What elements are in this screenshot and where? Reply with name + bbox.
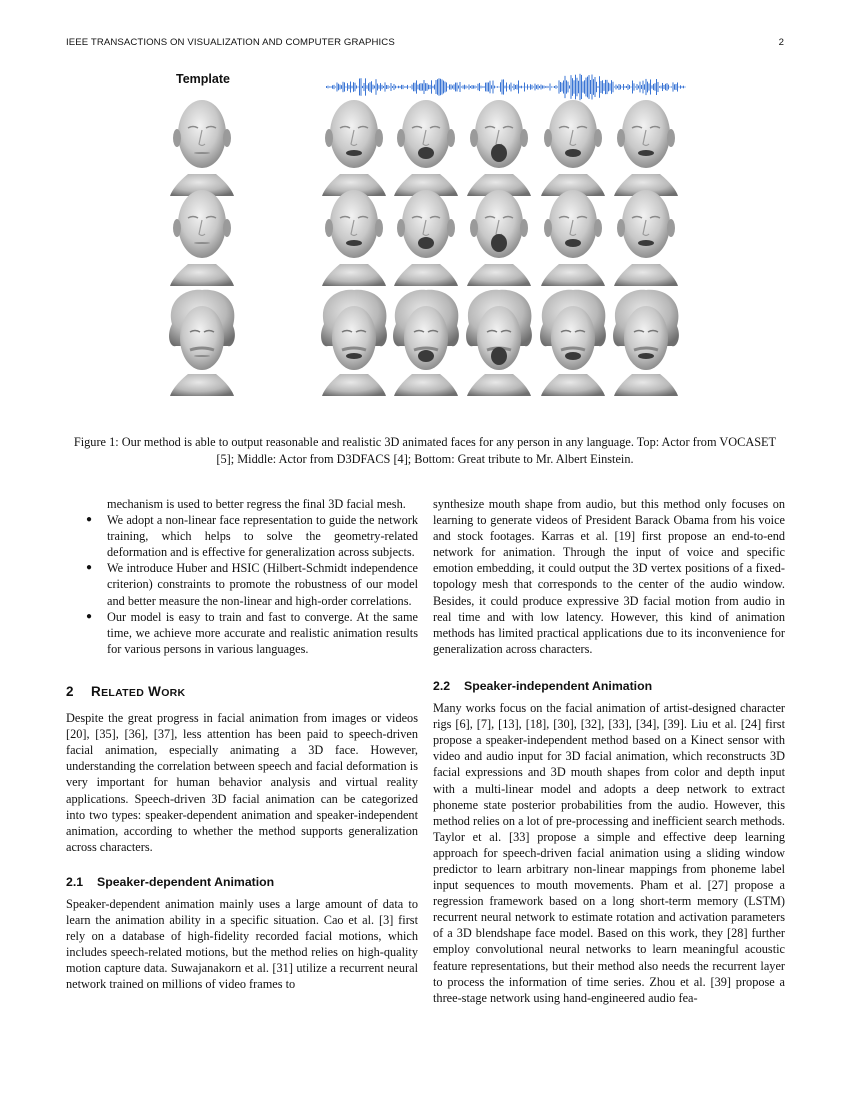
animated-face — [467, 100, 531, 196]
waveform-bar — [344, 82, 345, 91]
waveform-bar — [473, 85, 474, 88]
figure-1 — [160, 66, 700, 426]
journal-title: IEEE TRANSACTIONS ON VISUALIZATION AND COMPUTER GRAPHICS — [66, 37, 395, 48]
waveform-bar — [566, 80, 567, 93]
face-grid-image — [160, 66, 700, 426]
animated-face — [614, 190, 678, 286]
list-item: ● We introduce Huber and HSIC (Hilbert-Schmidt independence criterion) constraints to promote the robustness of our model and better measure the non-linear and high-order correlations. — [86, 561, 418, 608]
waveform-bar — [413, 83, 414, 91]
waveform-bar — [472, 85, 473, 89]
waveform-bar — [625, 86, 626, 88]
waveform-bar — [676, 84, 677, 90]
waveform-bar — [496, 87, 497, 88]
waveform-bar — [530, 84, 531, 89]
waveform-bar — [644, 84, 645, 89]
waveform-bar — [361, 78, 362, 96]
waveform-bar — [506, 83, 507, 92]
waveform-bar — [656, 79, 657, 95]
waveform-bar — [584, 80, 585, 93]
waveform-bar — [556, 85, 557, 88]
waveform-bar — [538, 84, 539, 89]
template-label: Template — [176, 72, 230, 86]
waveform-bar — [418, 85, 419, 90]
waveform-bar — [526, 86, 527, 87]
waveform-bar — [547, 86, 548, 88]
waveform-bar — [521, 86, 522, 89]
waveform-bar — [505, 86, 506, 89]
animated-face — [394, 190, 458, 286]
waveform-bar — [541, 85, 542, 90]
waveform-bar — [523, 87, 524, 88]
waveform-bar — [673, 82, 674, 91]
waveform-bar — [637, 84, 638, 90]
waveform-bar — [563, 81, 564, 94]
waveform-bar — [347, 83, 348, 91]
animated-face — [467, 190, 531, 286]
waveform-bar — [622, 86, 623, 87]
waveform-bar — [407, 85, 408, 89]
right-column — [433, 496, 785, 1006]
waveform-bar — [590, 80, 591, 94]
waveform-bar — [682, 86, 683, 88]
waveform-bar — [574, 80, 575, 93]
waveform-bar — [586, 78, 587, 97]
animated-face — [613, 290, 679, 396]
waveform-bar — [632, 81, 633, 94]
figure-caption: Figure 1: Our method is able to output reasonable and realistic 3D animated faces for any person in any language. Top: Actor from VOCASET [5]; Middle: Actor from D3DFACS [4]; Bottom: Great tribute to Mr. Albert Einstein. — [73, 435, 777, 466]
waveform-bar — [440, 79, 441, 95]
waveform-bar — [479, 83, 480, 91]
waveform-bar — [434, 85, 435, 90]
waveform-bar — [623, 84, 624, 90]
waveform-bar — [605, 80, 606, 94]
waveform-bar — [542, 85, 543, 88]
waveform-bar — [409, 87, 410, 88]
waveform-bar — [667, 83, 668, 91]
waveform-bar — [469, 84, 470, 89]
waveform-bar — [461, 87, 462, 88]
waveform-bar — [476, 87, 477, 88]
waveform-bar — [383, 86, 384, 88]
waveform-bar — [665, 84, 666, 90]
waveform-bar — [604, 83, 605, 91]
list-item: ● We adopt a non-linear face representation to guide the network training, which helps to solve the geometry-related deformation and is effective for generalization across subjects. — [86, 513, 418, 560]
waveform-bar — [445, 82, 446, 93]
waveform-bar — [577, 78, 578, 96]
waveform-bar — [643, 81, 644, 94]
waveform-bar — [662, 83, 663, 91]
animated-face — [614, 100, 678, 196]
waveform-bar — [592, 75, 593, 100]
speaker-independent-paragraph: Many works focus on the facial animation of artist-designed character rigs [6], [7], [13], [18], [30], [32], [33], [34], [39]. Liu et al. [24] first propose a speaker-independent method based on a Kinect sensor with video and audio input for 3D facial animation, which reconstructs 3D facial expressions and 3D mouth shapes from color and depth input with a multi-linear model and adopts a deep network to extract phoneme state posterior probabilities from the audio. However, this method relies on a lot of pre-processing and inefficient search methods. Taylor et al. [33] propose a simple and effective deep learning approach for speech-driven facial animation using a sliding window predictor to learn arbitrary non-linear mappings from phoneme label input sequences to mouth movements. Pham et al. [27] propose a regression framework based on a long short-term memory (LSTM) recurrent neural network to estimate rotation and activation parameters of a 3D blendshape face model. Based on this work, they [28] further employ convolutional neural networks to learn meaningful acoustic feature representations, but their method also needs the recurrent layer to process the information of time series. Zhou et al. [39] propose a three-stage network using hand-engineered audio fea- — [433, 701, 785, 1005]
waveform-bar — [388, 85, 389, 89]
waveform-bar — [376, 79, 377, 95]
waveform-bar — [647, 82, 648, 93]
waveform-bar — [350, 82, 351, 93]
waveform-bar — [593, 79, 594, 95]
waveform-bar — [557, 87, 558, 88]
waveform-bar — [683, 86, 684, 89]
waveform-bar — [587, 77, 588, 98]
waveform-bar — [679, 87, 680, 88]
waveform-bar — [457, 83, 458, 92]
waveform-bar — [550, 83, 551, 90]
waveform-bar — [607, 80, 608, 94]
waveform-bar — [449, 85, 450, 90]
animated-face — [393, 290, 459, 396]
waveform-bar — [565, 76, 566, 98]
waveform-bar — [619, 84, 620, 90]
waveform-bar — [598, 86, 599, 88]
waveform-bar — [553, 87, 554, 88]
waveform-bar — [334, 85, 335, 89]
waveform-bar — [572, 78, 573, 96]
waveform-bar — [514, 84, 515, 90]
waveform-bar — [359, 79, 360, 96]
waveform-bar — [595, 77, 596, 97]
waveform-bar — [391, 83, 392, 91]
waveform-bar — [601, 81, 602, 93]
waveform-bar — [491, 85, 492, 88]
waveform-bar — [511, 83, 512, 92]
waveform-bar — [341, 85, 342, 89]
waveform-bar — [568, 82, 569, 93]
waveform-bar — [653, 84, 654, 90]
template-face — [169, 290, 235, 396]
bullet-continuation: mechanism is used to better regress the final 3D facial mesh. — [107, 497, 406, 511]
waveform-bar — [370, 82, 371, 92]
template-face — [170, 190, 234, 286]
waveform-bar — [431, 80, 432, 93]
waveform-bar — [532, 85, 533, 89]
waveform-bar — [482, 87, 483, 88]
waveform-bar — [394, 84, 395, 90]
waveform-bar — [358, 87, 359, 88]
waveform-bar — [583, 81, 584, 92]
waveform-bar — [451, 84, 452, 89]
waveform-bar — [599, 76, 600, 98]
waveform-bar — [355, 83, 356, 91]
waveform-bar — [415, 83, 416, 92]
waveform-bar — [562, 83, 563, 92]
waveform-bar — [509, 84, 510, 89]
waveform-bar — [640, 82, 641, 93]
waveform-bar — [464, 85, 465, 90]
waveform-bar — [544, 86, 545, 89]
animated-face — [466, 290, 532, 396]
waveform-bar — [421, 83, 422, 91]
waveform-bar — [539, 86, 540, 88]
waveform-bar — [626, 86, 627, 88]
waveform-bar — [403, 85, 404, 89]
waveform-bar — [332, 85, 333, 88]
waveform-bar — [515, 85, 516, 89]
waveform-bar — [410, 87, 411, 88]
waveform-bar — [631, 87, 632, 88]
waveform-bar — [443, 81, 444, 94]
waveform-bar — [493, 81, 494, 94]
animated-face — [322, 100, 386, 196]
bullet-icon: ● — [86, 562, 93, 574]
waveform-bar — [380, 83, 381, 91]
waveform-bar — [424, 80, 425, 94]
waveform-bar — [602, 80, 603, 93]
waveform-bar — [419, 84, 420, 91]
waveform-bar — [412, 85, 413, 90]
waveform-bar — [628, 84, 629, 90]
waveform-bar — [425, 83, 426, 91]
waveform-bar — [329, 87, 330, 88]
waveform-bar — [364, 83, 365, 91]
waveform-bar — [503, 79, 504, 94]
bullet-icon: ● — [86, 610, 93, 622]
waveform-bar — [658, 82, 659, 92]
left-column — [66, 496, 418, 993]
waveform-bar — [677, 82, 678, 91]
waveform-bar — [554, 86, 555, 88]
waveform-bar — [635, 87, 636, 88]
waveform-bar — [367, 85, 368, 88]
waveform-bar — [559, 80, 560, 93]
waveform-bar — [536, 85, 537, 89]
waveform-bar — [671, 87, 672, 88]
waveform-bar — [446, 82, 447, 91]
waveform-bar — [551, 87, 552, 88]
waveform-bar — [548, 87, 549, 88]
animated-face — [540, 290, 606, 396]
animated-face — [322, 190, 386, 286]
waveform-bar — [448, 87, 449, 88]
waveform-bar — [331, 86, 332, 88]
list-item: ● Our model is easy to train and fast to converge. At the same time, we achieve more accurate and realistic animation results for various persons in various languages. — [86, 609, 418, 656]
waveform-bar — [395, 86, 396, 89]
waveform-bar — [617, 86, 618, 88]
related-work-paragraph: Despite the great progress in facial animation from images or videos [20], [35], [36], [37], less attention has been paid to speech-driven facial animation, especially animating a 3D face. However, understanding the correlation between speech and facial deformation is very important for human behavior analysis and virtual reality applications. Speech-driven 3D facial animation can be categorized into two types: speaker-dependent animation and speaker-independent animation, according to whether the method supports generalization across characters. — [66, 711, 418, 854]
continued-paragraph: synthesize mouth shape from audio, but this method only focuses on learning to generate videos of President Barack Obama from his voice and stock footages. Karras et al. [19] first propose an end-to-end network for animation. Through the input of voice and specific emotion embedding, it could output the 3D vertex positions of a fixed-topology mesh that corresponds to the center of the audio window. Besides, it could produce expressive 3D facial motion from audio in real time and with low latency. However, this kind of animation methods has limited practical applications due to its inconvenience for generalization across characters. — [433, 497, 785, 656]
waveform-bar — [589, 75, 590, 99]
bullet-icon: ● — [86, 514, 93, 526]
waveform-bar — [467, 87, 468, 88]
waveform-bar — [349, 85, 350, 89]
waveform-bar — [353, 82, 354, 92]
waveform-bar — [518, 80, 519, 93]
waveform-bar — [569, 85, 570, 88]
waveform-bar — [611, 80, 612, 94]
waveform-bar — [454, 84, 455, 89]
waveform-bar — [392, 86, 393, 88]
waveform-bar — [352, 86, 353, 89]
waveform-bar — [371, 81, 372, 93]
waveform-bar — [613, 82, 614, 93]
waveform-bar — [488, 82, 489, 91]
waveform-bar — [458, 85, 459, 88]
waveform-bar — [500, 82, 501, 91]
waveform-bar — [535, 84, 536, 91]
waveform-bar — [346, 86, 347, 87]
waveform-bar — [638, 86, 639, 89]
waveform-bar — [416, 80, 417, 93]
waveform-bar — [460, 82, 461, 92]
waveform-bar — [427, 83, 428, 91]
waveform-bar — [437, 79, 438, 95]
waveform-bar — [436, 80, 437, 94]
waveform-bar — [508, 87, 509, 88]
waveform-bar — [596, 82, 597, 92]
waveform-bar — [655, 83, 656, 91]
animated-face — [541, 100, 605, 196]
waveform-bar — [680, 85, 681, 88]
waveform-bar — [326, 86, 327, 88]
waveform-bar — [616, 85, 617, 90]
waveform-bar — [646, 79, 647, 95]
waveform-bar — [362, 86, 363, 88]
waveform-bar — [668, 85, 669, 90]
waveform-bar — [545, 86, 546, 87]
waveform-bar — [463, 85, 464, 88]
waveform-bar — [389, 87, 390, 88]
waveform-bar — [379, 85, 380, 88]
page-number: 2 — [778, 37, 784, 48]
waveform-bar — [385, 82, 386, 91]
waveform-bar — [517, 84, 518, 89]
waveform-bar — [484, 86, 485, 88]
waveform-bar — [343, 82, 344, 92]
waveform-bar — [608, 83, 609, 92]
waveform-bar — [629, 85, 630, 89]
waveform-bar — [338, 84, 339, 90]
waveform-bar — [661, 86, 662, 89]
waveform-bar — [533, 87, 534, 88]
waveform-bar — [374, 86, 375, 89]
animated-face — [541, 190, 605, 286]
waveform-bar — [439, 78, 440, 95]
waveform-bar — [634, 83, 635, 90]
waveform-bar — [527, 84, 528, 89]
waveform-bar — [620, 85, 621, 90]
waveform-bar — [670, 87, 671, 88]
subsection-heading: 2.2 Speaker-independent Animation — [433, 678, 653, 693]
waveform-bar — [430, 85, 431, 89]
subsection-heading: 2.1 Speaker-dependent Animation — [66, 874, 275, 889]
waveform-bar — [466, 85, 467, 88]
waveform-bar — [487, 82, 488, 91]
waveform-bar — [490, 81, 491, 94]
speaker-dependent-paragraph: Speaker-dependent animation mainly uses a large amount of data to learn the animation ability in a specific situation. Cao et al. [3] first rely on a database of high-fidelity recorded facial motions, which includes speech-related motions, but the method relies on high-quality motion capture data. Suwajanakorn et al. [31] utilize a recurrent neural network trained on millions of video frames to — [66, 896, 418, 992]
contribution-list — [66, 512, 418, 657]
waveform-bar — [494, 86, 495, 89]
waveform-bar — [422, 83, 423, 90]
waveform-bar — [470, 86, 471, 88]
waveform-bar — [365, 78, 366, 95]
waveform-bar — [578, 81, 579, 94]
waveform-bar — [512, 86, 513, 87]
waveform-bar — [397, 86, 398, 87]
waveform-bar — [340, 85, 341, 90]
waveform-bar — [614, 87, 615, 88]
waveform-bar — [497, 86, 498, 87]
waveform-bar — [481, 86, 482, 89]
waveform-bar — [685, 87, 686, 88]
animated-face — [321, 290, 387, 396]
waveform-bar — [433, 86, 434, 88]
waveform-bar — [571, 75, 572, 99]
waveform-bar — [478, 84, 479, 90]
waveform-bar — [328, 86, 329, 89]
waveform-bar — [337, 83, 338, 92]
template-face — [170, 100, 234, 196]
waveform-bar — [529, 86, 530, 87]
waveform-bar — [386, 85, 387, 89]
waveform-bar — [580, 74, 581, 100]
waveform-bar — [382, 85, 383, 89]
waveform-bar — [398, 86, 399, 88]
waveform-bar — [502, 80, 503, 95]
waveform-bar — [452, 85, 453, 88]
waveform-bar — [650, 79, 651, 94]
waveform-bar — [356, 85, 357, 88]
waveform-bar — [475, 86, 476, 89]
waveform-bar — [560, 82, 561, 92]
waveform-bar — [373, 85, 374, 90]
waveform-bar — [404, 86, 405, 87]
audio-waveform — [323, 72, 689, 102]
waveform-bar — [485, 83, 486, 92]
waveform-bar — [520, 86, 521, 88]
waveform-bar — [335, 87, 336, 88]
section-heading: 2 RELATED WORK — [66, 683, 186, 699]
waveform-bar — [406, 86, 407, 88]
waveform-bar — [428, 85, 429, 90]
waveform-bar — [581, 75, 582, 99]
waveform-bar — [455, 83, 456, 92]
waveform-bar — [649, 83, 650, 90]
waveform-bar — [377, 84, 378, 91]
waveform-bar — [368, 83, 369, 90]
waveform-bar — [674, 84, 675, 89]
waveform-bar — [610, 83, 611, 90]
waveform-bar — [664, 85, 665, 89]
waveform-bar — [442, 79, 443, 94]
waveform-bar — [499, 87, 500, 88]
waveform-bar — [400, 86, 401, 88]
waveform-bar — [659, 86, 660, 87]
running-header — [66, 37, 784, 51]
animated-face — [394, 100, 458, 196]
waveform-bar — [524, 83, 525, 92]
waveform-bar — [401, 85, 402, 89]
waveform-bar — [652, 85, 653, 88]
waveform-bar — [641, 85, 642, 89]
waveform-bar — [575, 75, 576, 100]
